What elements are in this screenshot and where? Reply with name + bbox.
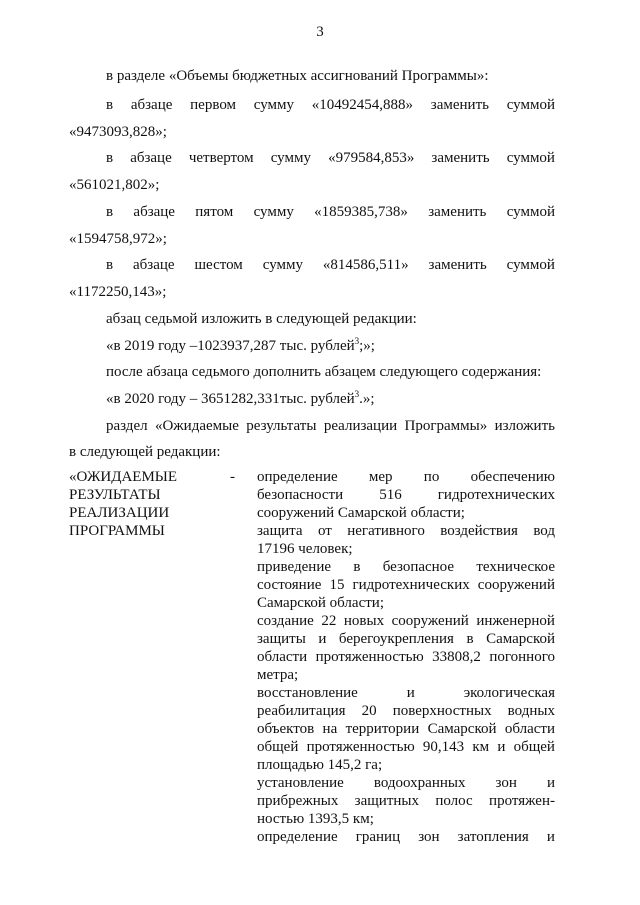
paragraph-first-amount-value: «9473093,828»; [69, 124, 167, 140]
word: заменить [428, 257, 487, 273]
word: водных [507, 703, 555, 719]
word: вод [533, 523, 555, 539]
word: определение [257, 469, 338, 485]
word: в [466, 631, 474, 647]
word: установление [257, 775, 344, 791]
word: состояние [257, 577, 322, 593]
word: гидротехнических [437, 487, 555, 503]
result-text-line [257, 558, 555, 576]
section-heading-line: «ОЖИДАЕМЫЕ [69, 469, 178, 485]
word: 17196 человек; [257, 541, 353, 557]
word: абзаце [133, 257, 175, 273]
word: восстановление [257, 685, 358, 701]
word: протяжен- [489, 793, 555, 809]
result-text-line [257, 810, 555, 828]
word: полос [435, 793, 473, 809]
word: абзаце [130, 97, 173, 113]
word: раздел [106, 418, 148, 434]
word: абзаце [133, 204, 175, 220]
result-text-line [257, 828, 555, 846]
word: общей [513, 739, 555, 755]
word: реабилитация [257, 703, 346, 719]
paragraph-first-amount-line [106, 95, 555, 115]
result-text-line [257, 756, 555, 774]
word: пятом [195, 204, 234, 220]
word: в [106, 204, 114, 220]
paragraph-seventh-instruction: абзац седьмой изложить в следующей редакции: [106, 311, 417, 327]
word: зон [418, 829, 440, 845]
word: «1859385,738» [314, 204, 408, 220]
word: сумму [253, 204, 294, 220]
word: заменить [430, 97, 489, 113]
paragraph-results-section-line [106, 416, 555, 436]
word: абзаце [130, 150, 172, 166]
word: заменить [431, 150, 490, 166]
word: защитных [354, 793, 419, 809]
word: затопления [457, 829, 529, 845]
word: и [497, 739, 506, 755]
section-heading [69, 468, 219, 540]
paragraph-fourth-amount-line [106, 148, 555, 168]
word: суммой [506, 204, 555, 220]
result-text-line [257, 738, 555, 756]
result-text-line [257, 486, 555, 504]
word: сооружений [391, 613, 469, 629]
word: заменить [428, 204, 487, 220]
word: сооружений Самарской области; [257, 505, 465, 521]
page-number: 3 [316, 24, 324, 40]
result-text-line [257, 648, 555, 666]
word: изложить [494, 418, 555, 434]
word: км [472, 739, 490, 755]
word: безопасности [257, 487, 344, 503]
word: 22 [321, 613, 337, 629]
word: суммой [506, 257, 555, 273]
paragraph-sixth-amount-value: «1172250,143»; [69, 284, 167, 300]
word: протяженностью [315, 649, 424, 665]
word: области [504, 721, 555, 737]
word: Самарской [486, 631, 555, 647]
result-text-line [257, 792, 555, 810]
result-text-line [257, 630, 555, 648]
word: объектов [257, 721, 315, 737]
word: приведение [257, 559, 332, 575]
word: «10492454,888» [311, 97, 414, 113]
word: водоохранных [373, 775, 466, 791]
word: 20 [361, 703, 377, 719]
word: прибрежных [257, 793, 339, 809]
result-text-line [257, 540, 555, 558]
word: общей [257, 739, 299, 755]
word: сумму [253, 97, 295, 113]
word: негативного [347, 523, 425, 539]
result-text-line [257, 504, 555, 522]
word: шестом [194, 257, 243, 273]
word: результаты [246, 418, 317, 434]
word: в [353, 559, 361, 575]
word: и [318, 631, 327, 647]
word: от [317, 523, 332, 539]
footnote-mark: 3 [354, 336, 360, 346]
word: Программы» [404, 418, 488, 434]
word: поверхностных [392, 703, 492, 719]
paragraph-sixth-amount-line [106, 255, 555, 275]
paragraph-2019-amount: «в 2019 году –1023937,287 тыс. рублей$^3$;»; [106, 336, 375, 354]
result-text-line [257, 702, 555, 720]
word: в [106, 97, 114, 113]
result-text-line [257, 522, 555, 540]
word: ностью 1393,5 км; [257, 811, 374, 827]
paragraph-budget-section: в разделе «Объемы бюджетных ассигнований Программы»: [106, 68, 489, 84]
result-text-line [257, 684, 555, 702]
word: берегоукрепления [338, 631, 454, 647]
word: определение [257, 829, 338, 845]
result-text-line [257, 666, 555, 684]
result-text-line [257, 720, 555, 738]
word: границ [355, 829, 401, 845]
word: погонного [489, 649, 555, 665]
word: сумму [262, 257, 303, 273]
word: «Ожидаемые [154, 418, 239, 434]
word: защита [257, 523, 303, 539]
word: в [106, 257, 114, 273]
word: и [406, 685, 415, 701]
word: территории [345, 721, 420, 737]
word: 90,143 [422, 739, 465, 755]
word: «814586,511» [322, 257, 409, 273]
word: и [546, 829, 555, 845]
section-dash: - [230, 469, 235, 485]
word: области [257, 649, 308, 665]
result-text-line [257, 594, 555, 612]
word: Самарской [427, 721, 497, 737]
word: новых [343, 613, 385, 629]
word: в [106, 150, 114, 166]
word: обеспечению [470, 469, 555, 485]
paragraph-2020-amount: «в 2020 году – 3651282,331тыс. рублей$^3$.»; [106, 389, 375, 407]
word: площадью 145,2 га; [257, 757, 383, 773]
paragraph-results-section-end: в следующей редакции: [69, 444, 221, 460]
section-heading-line: РЕАЛИЗАЦИИ [69, 505, 170, 521]
section-heading-line: ПРОГРАММЫ [69, 523, 165, 539]
section-heading-line: РЕЗУЛЬТАТЫ [69, 487, 161, 503]
word: первом [190, 97, 237, 113]
word: техническое [476, 559, 555, 575]
word: гидротехнических [352, 577, 470, 593]
word: реализации [323, 418, 398, 434]
paragraph-fourth-amount-value: «561021,802»; [69, 177, 160, 193]
word: воздействия [440, 523, 518, 539]
word: сооружений [477, 577, 555, 593]
word: 516 [379, 487, 402, 503]
word: суммой [506, 97, 555, 113]
result-text-line [257, 774, 555, 792]
word: 33808,2 [432, 649, 481, 665]
paragraph-fifth-amount-line [106, 202, 555, 222]
paragraph-add-instruction: после абзаца седьмого дополнить абзацем следующего содержания: [106, 364, 542, 380]
word: по [423, 469, 440, 485]
word: суммой [506, 150, 555, 166]
word: зон [495, 775, 517, 791]
word: четвертом [188, 150, 254, 166]
paragraph-fifth-amount-value: «1594758,972»; [69, 231, 167, 247]
word: мер [368, 469, 393, 485]
word: безопасное [382, 559, 455, 575]
word: на [322, 721, 338, 737]
word: метра; [257, 667, 299, 683]
word: сумму [270, 150, 311, 166]
result-text-line [257, 576, 555, 594]
word: и [546, 775, 555, 791]
result-text-line [257, 612, 555, 630]
footnote-mark: 3 [354, 389, 360, 399]
expected-results-list [257, 468, 555, 846]
word: протяженностью [306, 739, 415, 755]
word: Самарской области; [257, 595, 384, 611]
word: создание [257, 613, 314, 629]
result-text-line [257, 468, 555, 486]
word: 15 [329, 577, 345, 593]
word: инженерной [476, 613, 555, 629]
word: «979584,853» [328, 150, 415, 166]
word: экологическая [463, 685, 555, 701]
word: защиты [257, 631, 306, 647]
